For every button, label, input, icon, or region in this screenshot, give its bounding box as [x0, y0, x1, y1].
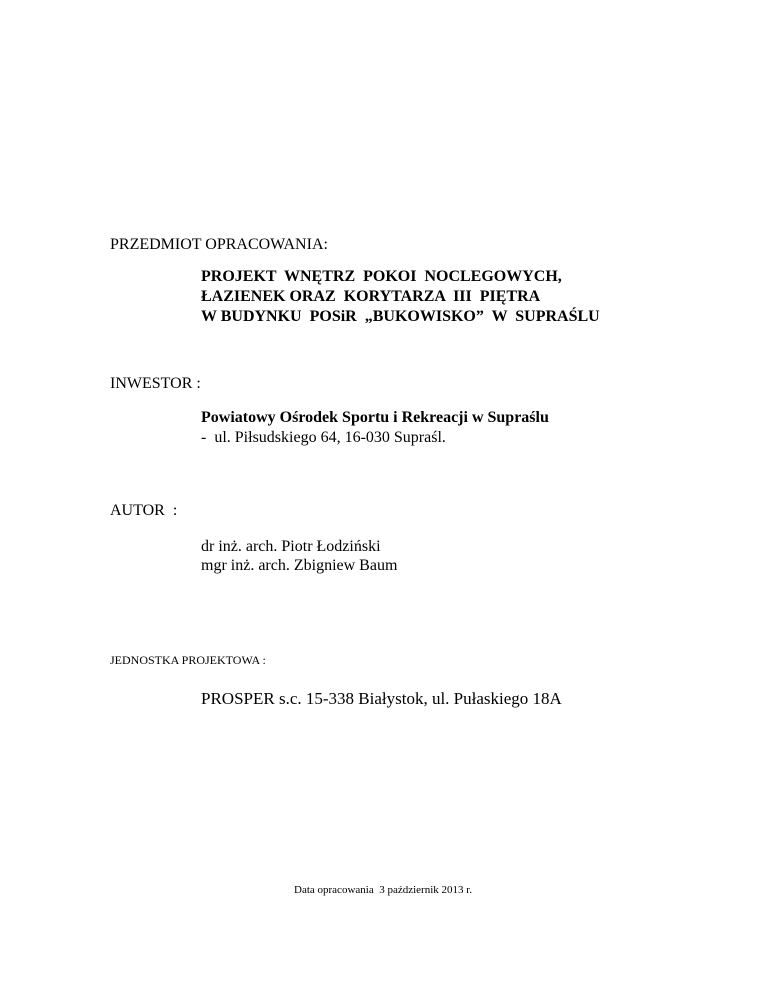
author-name-1: dr inż. arch. Piotr Łodziński — [201, 538, 381, 555]
design-unit-label: JEDNOSTKA PROJEKTOWA : — [110, 653, 266, 667]
author-label: AUTOR : — [110, 502, 178, 519]
investor-address: - ul. Piłsudskiego 64, 16-030 Supraśl. — [201, 429, 446, 446]
subject-title-line-2: ŁAZIENEK ORAZ KORYTARZA III PIĘTRA — [201, 288, 541, 305]
preparation-date: Data opracowania 3 październik 2013 r. — [294, 884, 473, 896]
investor-name: Powiatowy Ośrodek Sportu i Rekreacji w Supraślu — [201, 409, 549, 426]
subject-title-line-1: PROJEKT WNĘTRZ POKOI NOCLEGOWYCH, — [201, 268, 562, 285]
design-unit-value: PROSPER s.c. 15-338 Białystok, ul. Pułaskiego 18A — [201, 689, 562, 708]
subject-title-line-3: W BUDYNKU POSiR „BUKOWISKO” W SUPRAŚLU — [201, 308, 600, 325]
subject-label: PRZEDMIOT OPRACOWANIA: — [110, 236, 328, 253]
author-name-2: mgr inż. arch. Zbigniew Baum — [201, 557, 398, 574]
investor-label: INWESTOR : — [110, 375, 201, 392]
